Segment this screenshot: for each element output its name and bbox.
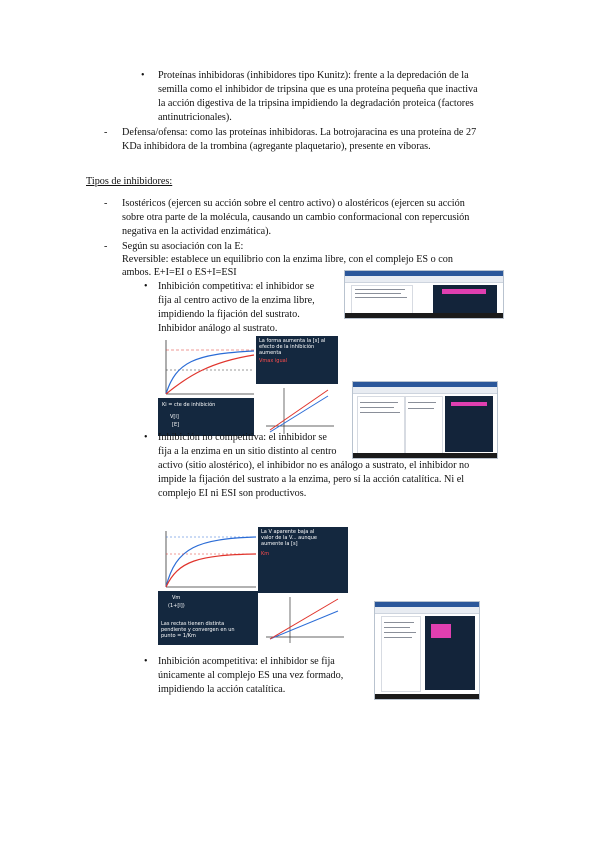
slide2-footer-2: pendiente y convergen en un bbox=[161, 627, 235, 633]
slide1-vmax-label: Vmax igual bbox=[259, 358, 288, 364]
iso-line-2: sobre otra parte de la molécula, causando un cambio conformacional con repercusión bbox=[122, 212, 470, 223]
dash-mark: - bbox=[104, 127, 108, 138]
slide2-km-label: Km bbox=[261, 551, 270, 557]
slide1-ki-label: Ki = cte de inhibición bbox=[162, 402, 216, 408]
competitive-inhibition-slide bbox=[158, 336, 338, 436]
slide1-frac-bottom: [E] bbox=[172, 422, 180, 428]
bullet-mark: • bbox=[144, 432, 148, 443]
screenshot-thumbnail-1 bbox=[344, 270, 504, 319]
competitive-line-1: Inhibición competitiva: el inhibidor se bbox=[158, 281, 315, 292]
acompetitive-line-1: Inhibición acompetitiva: el inhibidor se fija bbox=[158, 656, 335, 667]
slide2-note-3: aumente la [s] bbox=[261, 541, 298, 547]
noncompetitive-line-4: impide la fijación del sustrato a la enzima, pero sí la acción catalítica. Ni el bbox=[158, 474, 465, 485]
slide2-note-1: La V aparente baja al bbox=[261, 529, 315, 535]
item-proteinas-inhibidoras-line-4: antinutricionales). bbox=[158, 112, 232, 123]
slide2-note-2: valor de la V... aunque bbox=[261, 535, 317, 541]
bullet-mark: • bbox=[144, 281, 148, 292]
item-proteinas-inhibidoras-line-2: semilla como el inhibidor de tripsina que es una proteína pequeña que inactiva bbox=[158, 84, 478, 95]
noncompetitive-inhibition-slide bbox=[158, 527, 348, 645]
dash-mark: - bbox=[104, 198, 108, 209]
acompetitive-line-3: impidiendo la acción catalítica. bbox=[158, 684, 286, 695]
competitive-line-2: fija al centro activo de la enzima libre, bbox=[158, 295, 315, 306]
slide2-frac-top: Vm bbox=[172, 595, 181, 601]
competitive-line-4: Inhibidor análogo al sustrato. bbox=[158, 323, 278, 334]
acompetitive-line-2: únicamente al complejo ES una vez formado, bbox=[158, 670, 344, 681]
bullet-mark: • bbox=[144, 656, 148, 667]
bullet-mark: • bbox=[141, 70, 145, 81]
screenshot-thumbnail-2 bbox=[352, 381, 498, 459]
item-defensa-line-1: Defensa/ofensa: como las proteínas inhibidoras. La botrojaracina es una proteína de 27 bbox=[122, 127, 477, 138]
slide1-note-1: La forma aumenta la [s] al bbox=[259, 338, 326, 344]
reversible-line-2: ambos. E+I=EI o ES+I=ESI bbox=[122, 267, 237, 278]
iso-line-1: Isostéricos (ejercen su acción sobre el centro activo) o alostéricos (ejercen su acción bbox=[122, 198, 465, 209]
reversible-line-1: Reversible: establece un equilibrio con la enzima libre, con el complejo ES o con bbox=[122, 254, 453, 265]
item-defensa-line-2: KDa inhibidora de la trombina (agregante plaquetario), presente en víboras. bbox=[122, 141, 431, 152]
section-heading: Tipos de inhibidores: bbox=[86, 176, 173, 187]
slide2-frac-bottom: (1+[I]) bbox=[168, 603, 185, 609]
screenshot-thumbnail-3 bbox=[374, 601, 480, 700]
slide1-note-2: efecto de la inhibición bbox=[259, 344, 315, 350]
noncompetitive-line-1: Inhibición no competitiva: el inhibidor se bbox=[158, 432, 327, 443]
assoc-title: Según su asociación con la E: bbox=[122, 241, 244, 252]
iso-line-3: negativa en la actividad enzimática). bbox=[122, 226, 272, 237]
noncompetitive-line-5: complejo EI ni ESI son productivos. bbox=[158, 488, 307, 499]
slide1-note-3: aumenta bbox=[259, 350, 282, 356]
item-proteinas-inhibidoras-line-3: la acción digestiva de la tripsina impidiendo la degradación proteica (factores bbox=[158, 98, 474, 109]
slide1-frac-top: V[I] bbox=[170, 414, 179, 420]
slide2-footer-3: punto = 1/Km bbox=[161, 633, 196, 639]
dash-mark: - bbox=[104, 241, 108, 252]
noncompetitive-line-3: activo (sitio alostérico), el inhibidor no es análogo a sustrato, el inhibidor no bbox=[158, 460, 470, 471]
competitive-line-3: impidiendo la fijación del sustrato. bbox=[158, 309, 300, 320]
item-proteinas-inhibidoras-line-1: Proteínas inhibidoras (inhibidores tipo Kunitz): frente a la depredación de la bbox=[158, 70, 469, 81]
noncompetitive-line-2: fija a la enzima en un sitio distinto al centro bbox=[158, 446, 337, 457]
slide2-footer-1: Las rectas tienen distinta bbox=[161, 621, 225, 627]
